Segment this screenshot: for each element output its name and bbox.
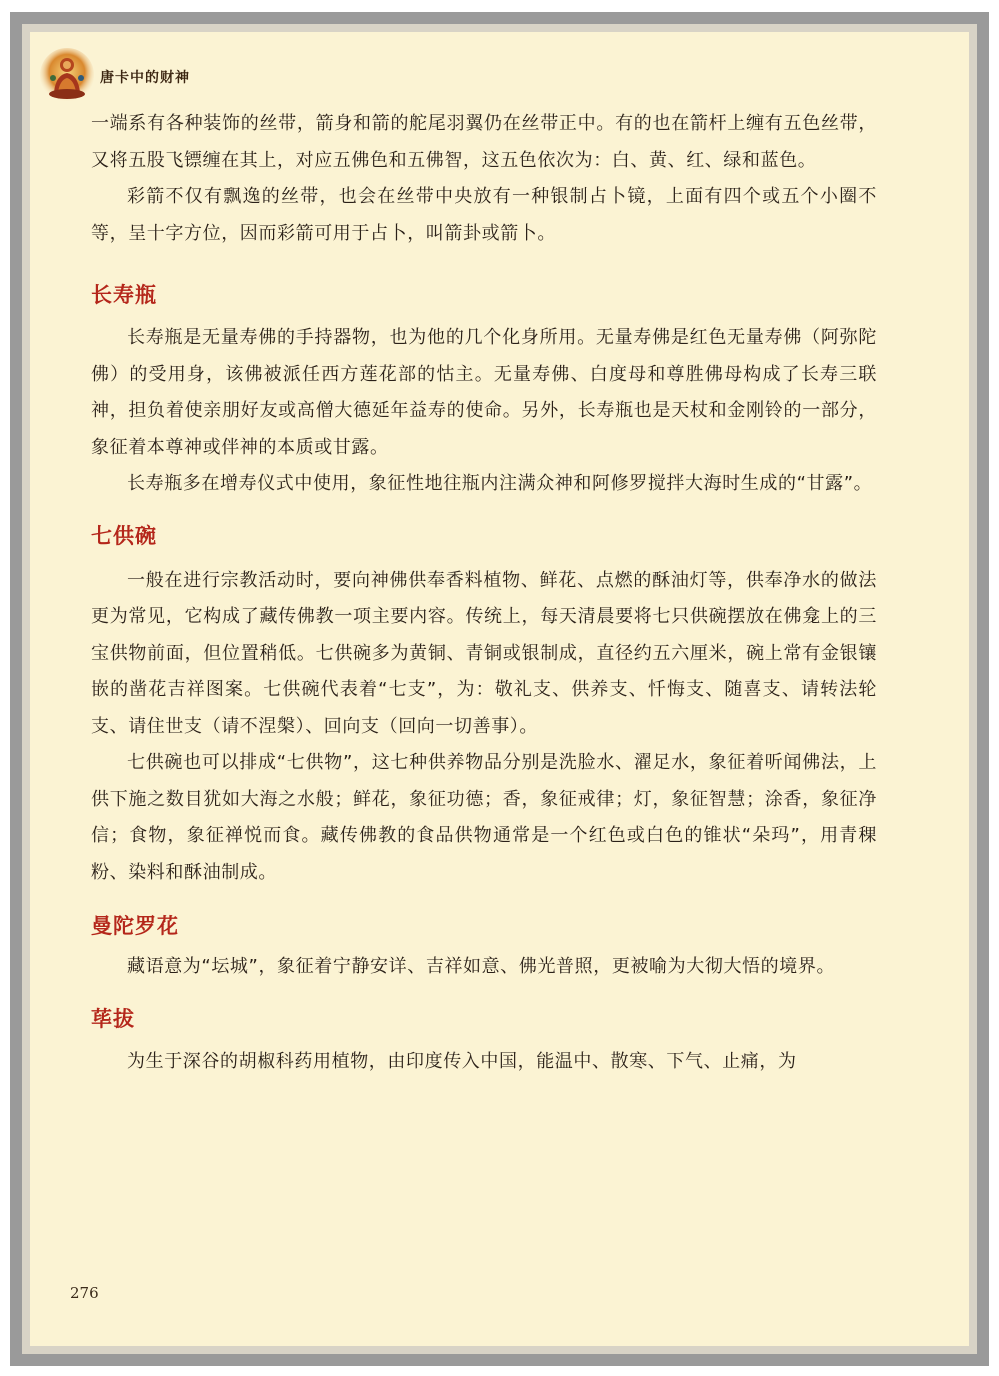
body-paragraph: 为生于深谷的胡椒科药用植物，由印度传入中国，能温中、散寒、下气、止痛，为 [127, 1050, 797, 1072]
page-number: 276 [70, 1284, 99, 1302]
body-paragraph: 七供碗也可以排成“七供物”，这七种供养物品分别是洗脸水、濯足水，象征着听闻佛法，上供下施之数目犹如大海之水般；鲜花，象征功德；香，象征戒律；灯，象征智慧；涂香，象征净信；食物，象征禅悦而食。藏传佛教的食品供物通常是一个红色或白色的锥状“朵玛”，用青稞粉、染料和酥油制成。 [91, 752, 877, 883]
body-paragraph: 彩箭不仅有飘逸的丝带，也会在丝带中央放有一种银制占卜镜，上面有四个或五个小圈不等，呈十字方位，因而彩箭可用于占卜，叫箭卦或箭卜。 [91, 186, 877, 244]
running-title: 唐卡中的财神 [100, 70, 190, 86]
body-paragraph: 长寿瓶多在增寿仪式中使用，象征性地往瓶内注满众神和阿修罗搅拌大海时生成的“甘露”。 [127, 473, 873, 494]
body-paragraph: 一般在进行宗教活动时，要向神佛供奉香料植物、鲜花、点燃的酥油灯等，供奉净水的做法更为常见，它构成了藏传佛教一项主要内容。传统上，每天清晨要将七只供碗摆放在佛龛上的三宝供物前面，但位置稍低。七供碗多为黄铜、青铜或银制成，直径约五六厘米，碗上常有金银镶嵌的凿花吉祥图案。七供碗代表着“七支”，为：敬礼支、供养支、忏悔支、随喜支、请转法轮支、请住世支（请不涅槃）、回向支（回向一切善事）。 [91, 569, 877, 737]
page-content [91, 106, 877, 1080]
body-paragraph: 长寿瓶是无量寿佛的手持器物，也为他的几个化身所用。无量寿佛是红色无量寿佛（阿弥陀佛）的受用身，该佛被派任西方莲花部的怙主。无量寿佛、白度母和尊胜佛母构成了长寿三联神，担负着使亲朋好友或高僧大德延年益寿的使命。另外，长寿瓶也是天杖和金刚铃的一部分，象征着本尊神或伴神的本质或甘露。 [91, 327, 877, 458]
thangka-deity-icon [38, 48, 96, 106]
body-paragraph: 藏语意为“坛城”，象征着宁静安详、吉祥如意、佛光普照，更被喻为大彻大悟的境界。 [127, 956, 836, 977]
section-heading: 荜拔 [91, 1006, 135, 1031]
section-heading: 长寿瓶 [91, 283, 157, 307]
body-paragraph: 一端系有各种装饰的丝带，箭身和箭的舵尾羽翼仍在丝带正中。有的也在箭杆上缠有五色丝带，又将五股飞镖缠在其上，对应五佛色和五佛智，这五色依次为：白、黄、红、绿和蓝色。 [91, 113, 877, 171]
section-heading: 七供碗 [91, 523, 157, 548]
page-header [38, 46, 190, 108]
section-heading: 曼陀罗花 [91, 914, 179, 938]
